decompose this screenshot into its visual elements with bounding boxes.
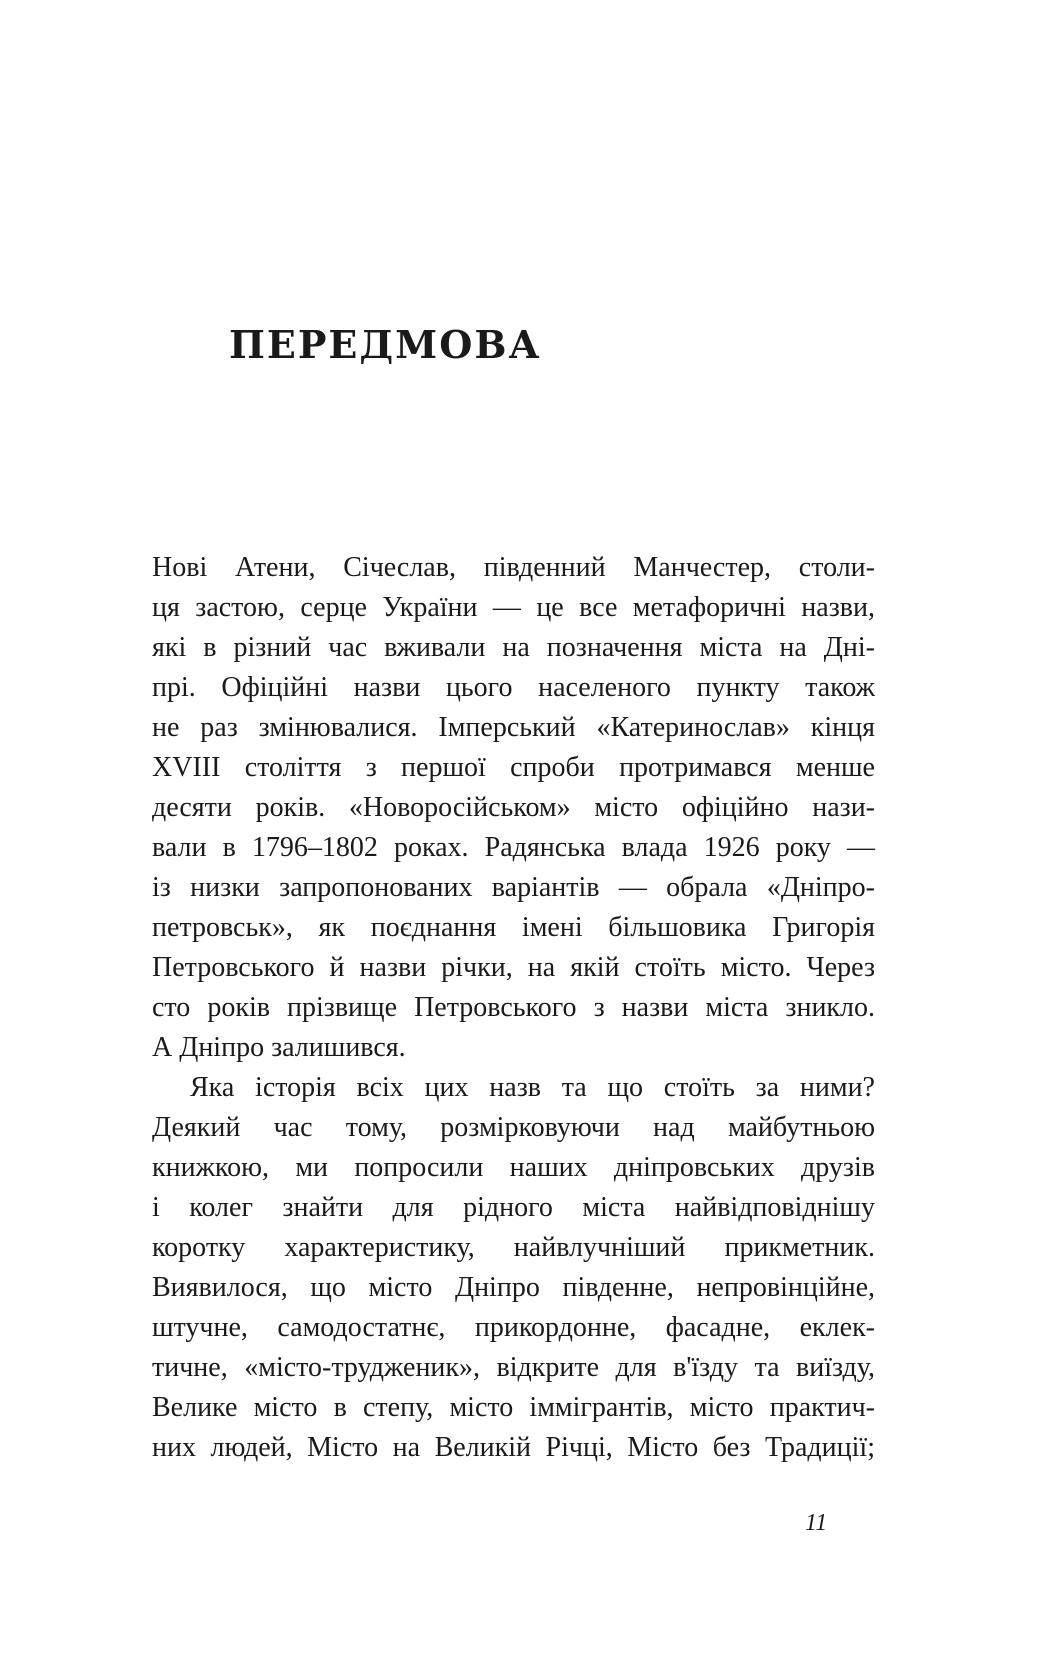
text-line: петровськ», як поєднання імені більшовика Григорія	[152, 912, 875, 943]
text-line: із низки запропонованих варіантів — обрала «Дніпро-	[152, 872, 875, 903]
text-line: і колег знайти для рідного міста найвідповіднішу	[152, 1192, 875, 1223]
chapter-title: ПЕРЕДМОВА	[229, 322, 542, 367]
text-line: прі. Офіційні назви цього населеного пункту також	[152, 672, 875, 703]
page-number: 11	[805, 1510, 828, 1536]
text-line: десяти років. «Новоросійськом» місто офіційно нази-	[152, 792, 875, 823]
text-line: Виявилося, що місто Дніпро південне, непровінційне,	[152, 1272, 875, 1303]
text-line: Петровського й назви річки, на якій стоїть місто. Через	[152, 952, 875, 983]
text-line: які в різний час вживали на позначення міста на Дні-	[152, 632, 875, 663]
paragraph-2	[152, 1068, 875, 1468]
text-line: Деякий час тому, розмірковуючи над майбутньою	[152, 1112, 875, 1143]
text-line: Нові Атени, Січеслав, південний Манчестер, столи-	[152, 552, 875, 583]
text-line: вали в 1796–1802 роках. Радянська влада 1926 року —	[152, 832, 875, 863]
text-line: сто років прізвище Петровського з назви міста зникло.	[152, 992, 875, 1023]
text-line: них людей, Місто на Великій Річці, Місто без Традиції;	[152, 1432, 875, 1463]
paragraph-1	[152, 548, 875, 1068]
text-line: коротку характеристику, найвлучніший прикметник.	[152, 1232, 875, 1263]
text-line: тичне, «місто-трудженик», відкрите для в'їзду та виїзду,	[152, 1352, 875, 1383]
text-line: Яка історія всіх цих назв та що стоїть за ними?	[190, 1072, 875, 1103]
text-line: ця застою, серце України — це все метафоричні назви,	[152, 592, 875, 623]
text-line: книжкою, ми попросили наших дніпровських друзів	[152, 1152, 875, 1183]
text-line: не раз змінювалися. Імперський «Катеринослав» кінця	[152, 712, 875, 743]
text-line: Велике місто в степу, місто іммігрантів, місто практич-	[152, 1392, 875, 1423]
text-line: А Дніпро залишився.	[152, 1032, 406, 1063]
body-text	[152, 548, 875, 1468]
text-line: штучне, самодостатнє, прикордонне, фасадне, еклек-	[152, 1312, 875, 1343]
text-line: XVIII століття з першої спроби протримався менше	[152, 752, 875, 783]
